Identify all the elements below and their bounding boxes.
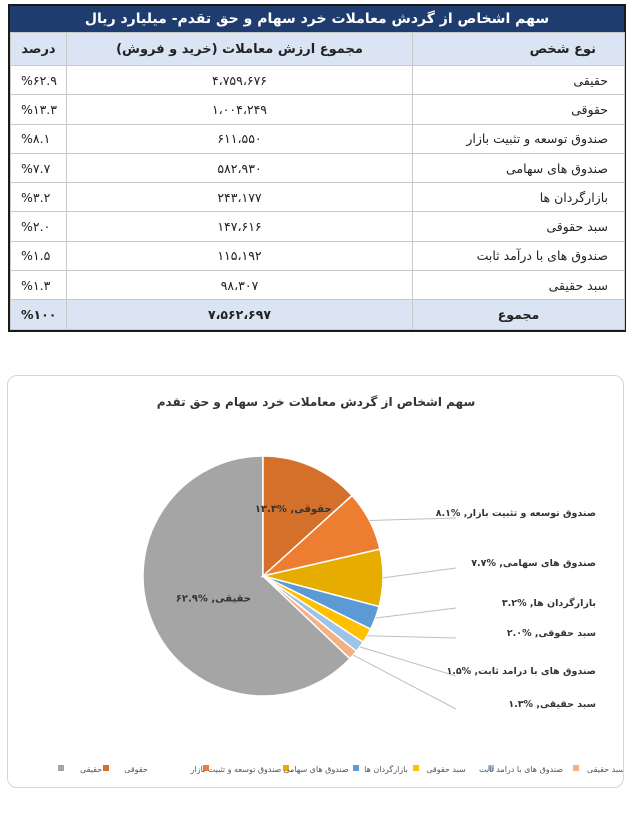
cell-value: ۱،۰۰۴،۲۴۹ [67, 95, 413, 124]
slice-label: حقوقی, %۱۳.۳ [254, 504, 332, 516]
header-value: مجموع ارزش معاملات (خرید و فروش) [67, 33, 413, 66]
cell-percent: %۳.۲ [11, 183, 67, 212]
header-name: نوع شخص [413, 33, 625, 66]
slice-label: سبد حقیقی, %۱.۳ [508, 699, 596, 710]
legend-swatch [103, 765, 109, 771]
pie-chart-container [7, 375, 624, 788]
legend-swatch [353, 765, 359, 771]
cell-value: ۱۱۵،۱۹۲ [67, 241, 413, 270]
data-table [10, 32, 625, 330]
cell-percent: %۸.۱ [11, 124, 67, 153]
pie-chart [8, 376, 623, 787]
cell-name: صندوق های سهامی [413, 153, 625, 182]
legend-item: بازارگردان ها [364, 765, 408, 774]
cell-percent: %۱.۵ [11, 241, 67, 270]
table-row [11, 95, 625, 124]
cell-name: بازارگردان ها [413, 183, 625, 212]
legend-item: حقیقی [79, 765, 103, 774]
legend-item: سبد حقیقی [587, 765, 623, 774]
cell-value: ۴،۷۵۹،۶۷۶ [67, 66, 413, 95]
slice-label: صندوق های سهامی, %۷.۷ [471, 558, 596, 569]
table-row [11, 66, 625, 95]
legend-swatch [573, 765, 579, 771]
cell-name: حقوقی [413, 95, 625, 124]
legend-item: حقوقی [124, 765, 148, 774]
slice-label: سبد حقوقی, %۲.۰ [506, 628, 596, 639]
cell-value: ۱۴۷،۶۱۶ [67, 212, 413, 241]
cell-name: حقیقی [413, 66, 625, 95]
table-header-row [11, 33, 625, 66]
legend-item: صندوق های سهامی [283, 765, 349, 774]
cell-value: ۲۴۳،۱۷۷ [67, 183, 413, 212]
total-percent: %۱۰۰ [11, 300, 67, 329]
cell-percent: %۱۳.۳ [11, 95, 67, 124]
table-row [11, 271, 625, 300]
cell-percent: %۲.۰ [11, 212, 67, 241]
legend-swatch [413, 765, 419, 771]
cell-percent: %۱.۳ [11, 271, 67, 300]
legend-item: صندوق توسعه و تثبیت بازار [190, 765, 282, 774]
leader-line [360, 647, 456, 676]
header-percent: درصد [11, 33, 67, 66]
table-row [11, 212, 625, 241]
chart-title: سهم اشخاص از گردش معاملات خرد سهام و حق تقدم [156, 395, 476, 409]
total-value: ۷،۵۶۲،۶۹۷ [67, 300, 413, 329]
legend-item: سبد حقوقی [426, 765, 466, 774]
slice-label: حقیقی, %۶۲.۹ [175, 593, 251, 605]
share-table [8, 4, 626, 332]
slice-label: بازارگردان ها, %۳.۲ [501, 598, 596, 609]
leader-line [383, 568, 456, 578]
cell-percent: %۶۲.۹ [11, 66, 67, 95]
table-total-row [11, 300, 625, 329]
table-title: سهم اشخاص از گردش معاملات خرد سهام و حق تقدم- میلیارد ریال [10, 6, 624, 32]
leader-line [353, 655, 456, 709]
table-row [11, 124, 625, 153]
cell-percent: %۷.۷ [11, 153, 67, 182]
total-name: مجموع [413, 300, 625, 329]
cell-name: صندوق توسعه و تثبیت بازار [413, 124, 625, 153]
slice-label: صندوق های با درامد ثابت, %۱.۵ [446, 666, 596, 677]
leader-line [367, 636, 456, 638]
table-row [11, 153, 625, 182]
cell-value: ۶۱۱،۵۵۰ [67, 124, 413, 153]
table-row [11, 183, 625, 212]
slice-label: صندوق توسعه و تثبیت بازار, %۸.۱ [435, 508, 596, 519]
cell-value: ۵۸۲،۹۳۰ [67, 153, 413, 182]
legend-swatch [58, 765, 64, 771]
cell-value: ۹۸،۳۰۷ [67, 271, 413, 300]
cell-name: سبد حقیقی [413, 271, 625, 300]
leader-line [375, 608, 456, 618]
cell-name: صندوق های با درآمد ثابت [413, 241, 625, 270]
table-row [11, 241, 625, 270]
legend-item: صندوق های با درامد ثابت [478, 765, 564, 774]
cell-name: سبد حقوقی [413, 212, 625, 241]
